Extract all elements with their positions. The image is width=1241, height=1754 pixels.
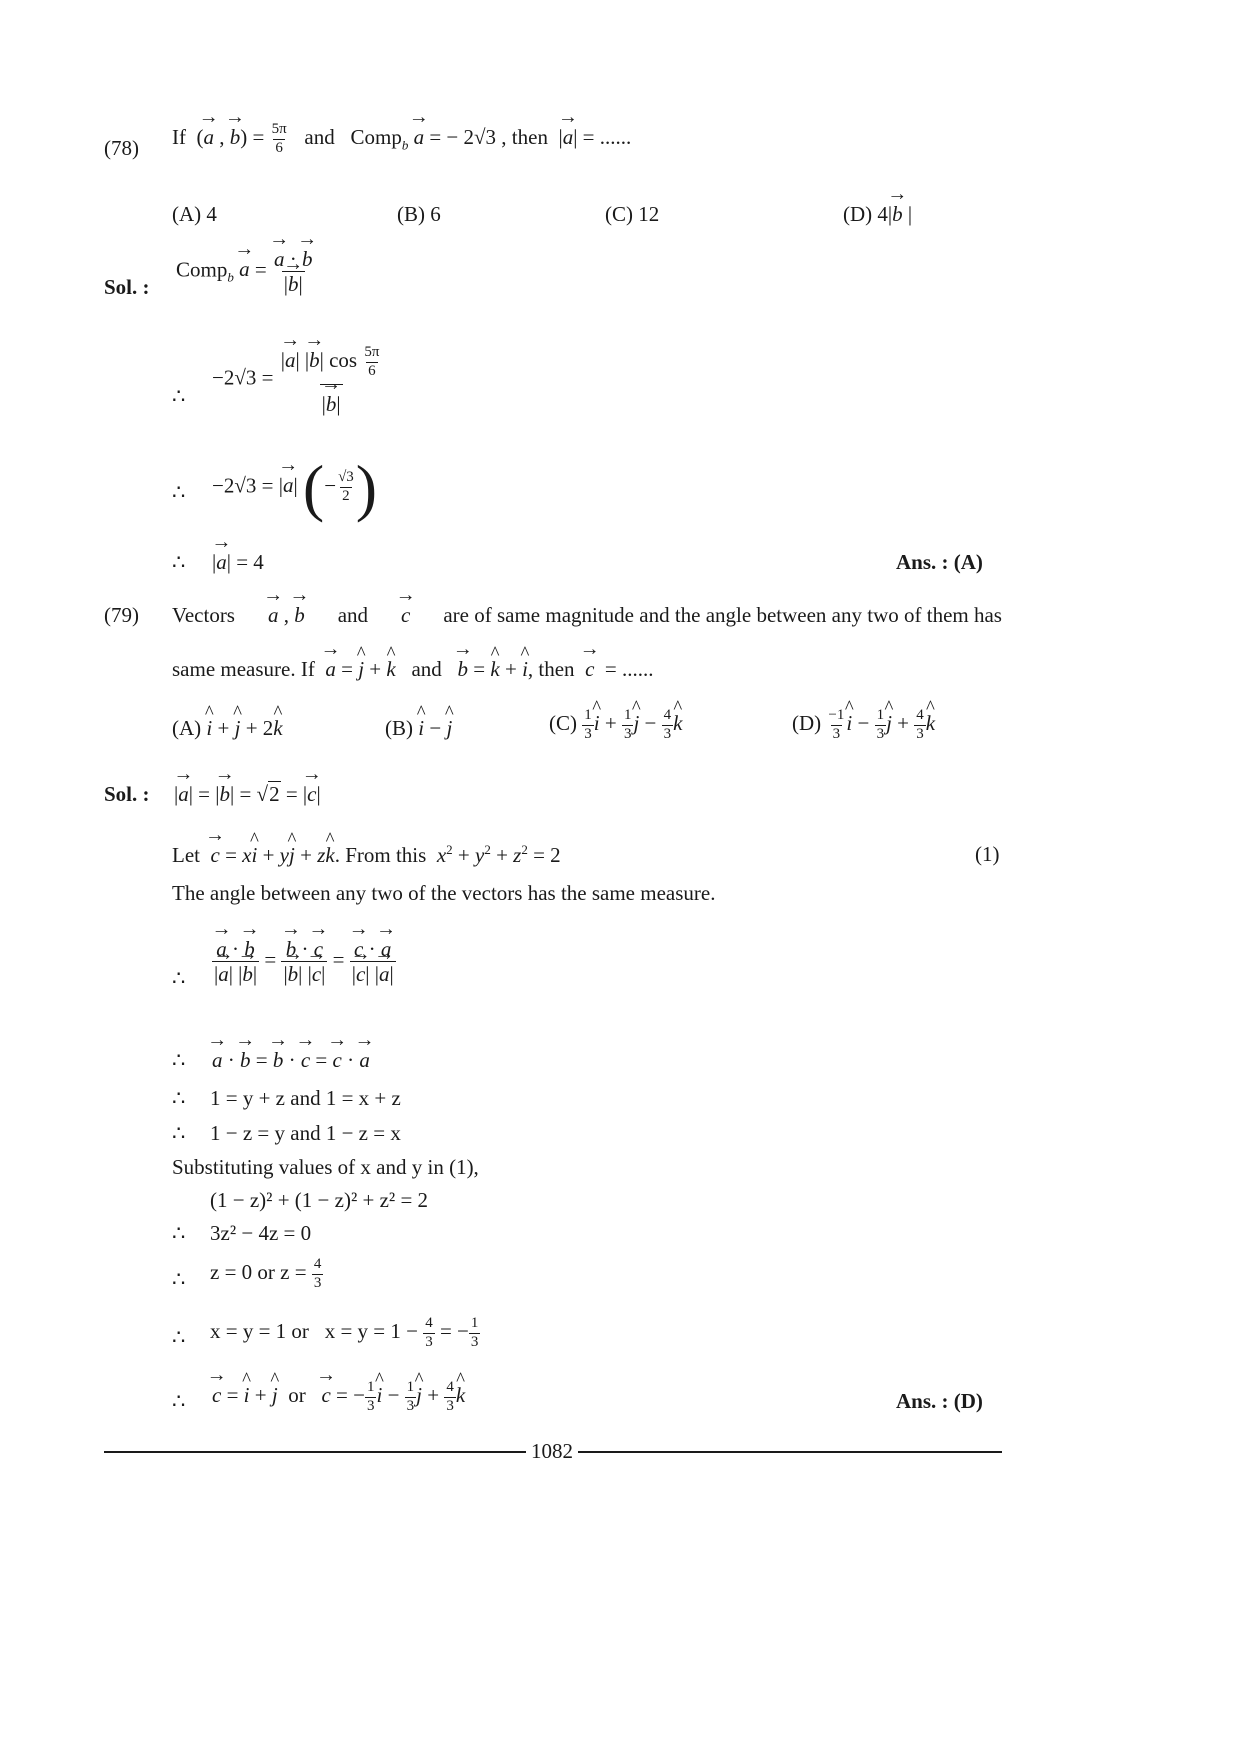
therefore-icon: ∴ xyxy=(172,1221,186,1245)
q79-sol-label: Sol. : xyxy=(104,782,150,806)
q79-option-d: (D) $\frac{-1}{3}$ ^ i − $\frac{1}{3}$ ^ j + $\frac{4}{3}$ ^ k xyxy=(792,708,935,743)
q79-final: → c = ^ i + ^ j or → c = − $\frac{1}{3}$ ^ i − $\frac{1}{3}$ ^ j + $\frac{4}{3}$ ^ k xyxy=(212,1380,465,1415)
q79-option-c: (C) $\frac{1}{3}$ ^ i + $\frac{1}{3}$ ^ j − $\frac{4}{3}$ ^ k xyxy=(549,708,682,743)
q79-step-z: 1 − z = y and 1 − z = x xyxy=(210,1121,401,1145)
q78-sol-step3: −2√3 = |→ a| (− $\frac{√3}{2}$ ) xyxy=(212,462,377,513)
q79-quad2: 3z² − 4z = 0 xyxy=(210,1221,312,1245)
q78-comp: Comp xyxy=(350,125,402,150)
q78-question: If (→ a , → b) = $\frac{5\pi}{6}$ and Comp$_b$ → a = − 2√3 , then |→ a| = ...... xyxy=(172,122,631,157)
q78-angle-fraction: $\frac{5\pi}{6}$ xyxy=(271,121,287,156)
q78-if: If xyxy=(172,125,186,150)
q79-option-a: (A) ^ i + ^ j + 2^ k xyxy=(172,716,283,741)
therefore-icon: ∴ xyxy=(172,966,186,990)
q79-subst-text: Substituting values of x and y in (1), xyxy=(172,1155,479,1179)
q79-angle-text: The angle between any two of the vectors has the same measure. xyxy=(172,881,716,905)
q78-option-d: (D) 4|→ b | xyxy=(843,202,912,227)
q78-sol-step2: −2√3 = |→ a| |→ b| cos $\frac{5\pi}{6}$ |→ b| xyxy=(212,345,383,415)
q79-line2: same measure. If → a = ^ j + ^ k and → b = ^ k + ^ i, then → c = ...... xyxy=(172,657,653,682)
q79-sol-step1: |→ a| = |→ b| = √2 = |→ c| xyxy=(174,782,321,807)
therefore-icon: ∴ xyxy=(172,1086,186,1110)
q78-ask: = ...... xyxy=(582,125,632,150)
therefore-icon: ∴ xyxy=(172,1267,186,1291)
therefore-icon: ∴ xyxy=(172,1325,186,1349)
q78-sol-label: Sol. : xyxy=(104,275,150,299)
footer-rule-right xyxy=(578,1451,1002,1453)
q78-rhs: = − 2√3 , then xyxy=(429,125,548,150)
q79-ratio: → $\frac{a \cdot \to b}{|\to a| |\to b|}$ = → $\frac{b \cdot \to c}{|\to b| |\to c|}$ = → $\frac{c \cdot \to a}{|\to c| |\to a|}$ xyxy=(212,938,396,985)
therefore-icon: ∴ xyxy=(172,1121,186,1145)
q79-xsol: x = y = 1 or x = y = 1 − $\frac{4}{3}$ = − $\frac{1}{3}$ xyxy=(210,1315,479,1350)
footer-rule-left xyxy=(104,1451,526,1453)
q79-let: Let → c = x^ i + y^ j + z^ k. From this $x^2 + y^2 + z^2 = 2$ xyxy=(172,842,561,868)
q78-number: (78) xyxy=(104,136,139,160)
page-number: 1082 xyxy=(531,1439,573,1463)
q79-quad: (1 − z)² + (1 − z)² + z² = 2 xyxy=(210,1188,429,1212)
q79-zsol: z = 0 or z = $\frac{4}{3}$ xyxy=(210,1256,322,1291)
q78-sol-step1: Comp$_b$ → a = → $\frac{a \cdot \to b}{|\to b|}$ xyxy=(176,248,314,295)
therefore-icon: ∴ xyxy=(172,550,186,574)
q78-option-c: (C) 12 xyxy=(605,202,660,226)
q78-option-b: (B) 6 xyxy=(397,202,441,226)
q79-dot-eq: → a · → b = → b · → c = → c · → a xyxy=(212,1048,370,1073)
q79-answer: Ans. : (D) xyxy=(896,1389,983,1413)
therefore-icon: ∴ xyxy=(172,384,186,408)
q79-line1: Vectors → a , → b and → c are of same magnitude and the angle between any two of them has xyxy=(172,603,1002,628)
q78-and: and xyxy=(304,125,335,150)
q79-eq1-label: (1) xyxy=(975,842,1000,866)
q79-option-b: (B) ^ i − ^ j xyxy=(385,716,452,741)
therefore-icon: ∴ xyxy=(172,1389,186,1413)
q79-step-yz: 1 = y + z and 1 = x + z xyxy=(210,1086,401,1110)
therefore-icon: ∴ xyxy=(172,1048,186,1072)
q78-answer: Ans. : (A) xyxy=(896,550,983,574)
q78-option-a: (A) 4 xyxy=(172,202,217,226)
q79-number: (79) xyxy=(104,603,139,627)
q78-sol-step4: |→ a| = 4 xyxy=(212,550,264,575)
therefore-icon: ∴ xyxy=(172,480,186,504)
